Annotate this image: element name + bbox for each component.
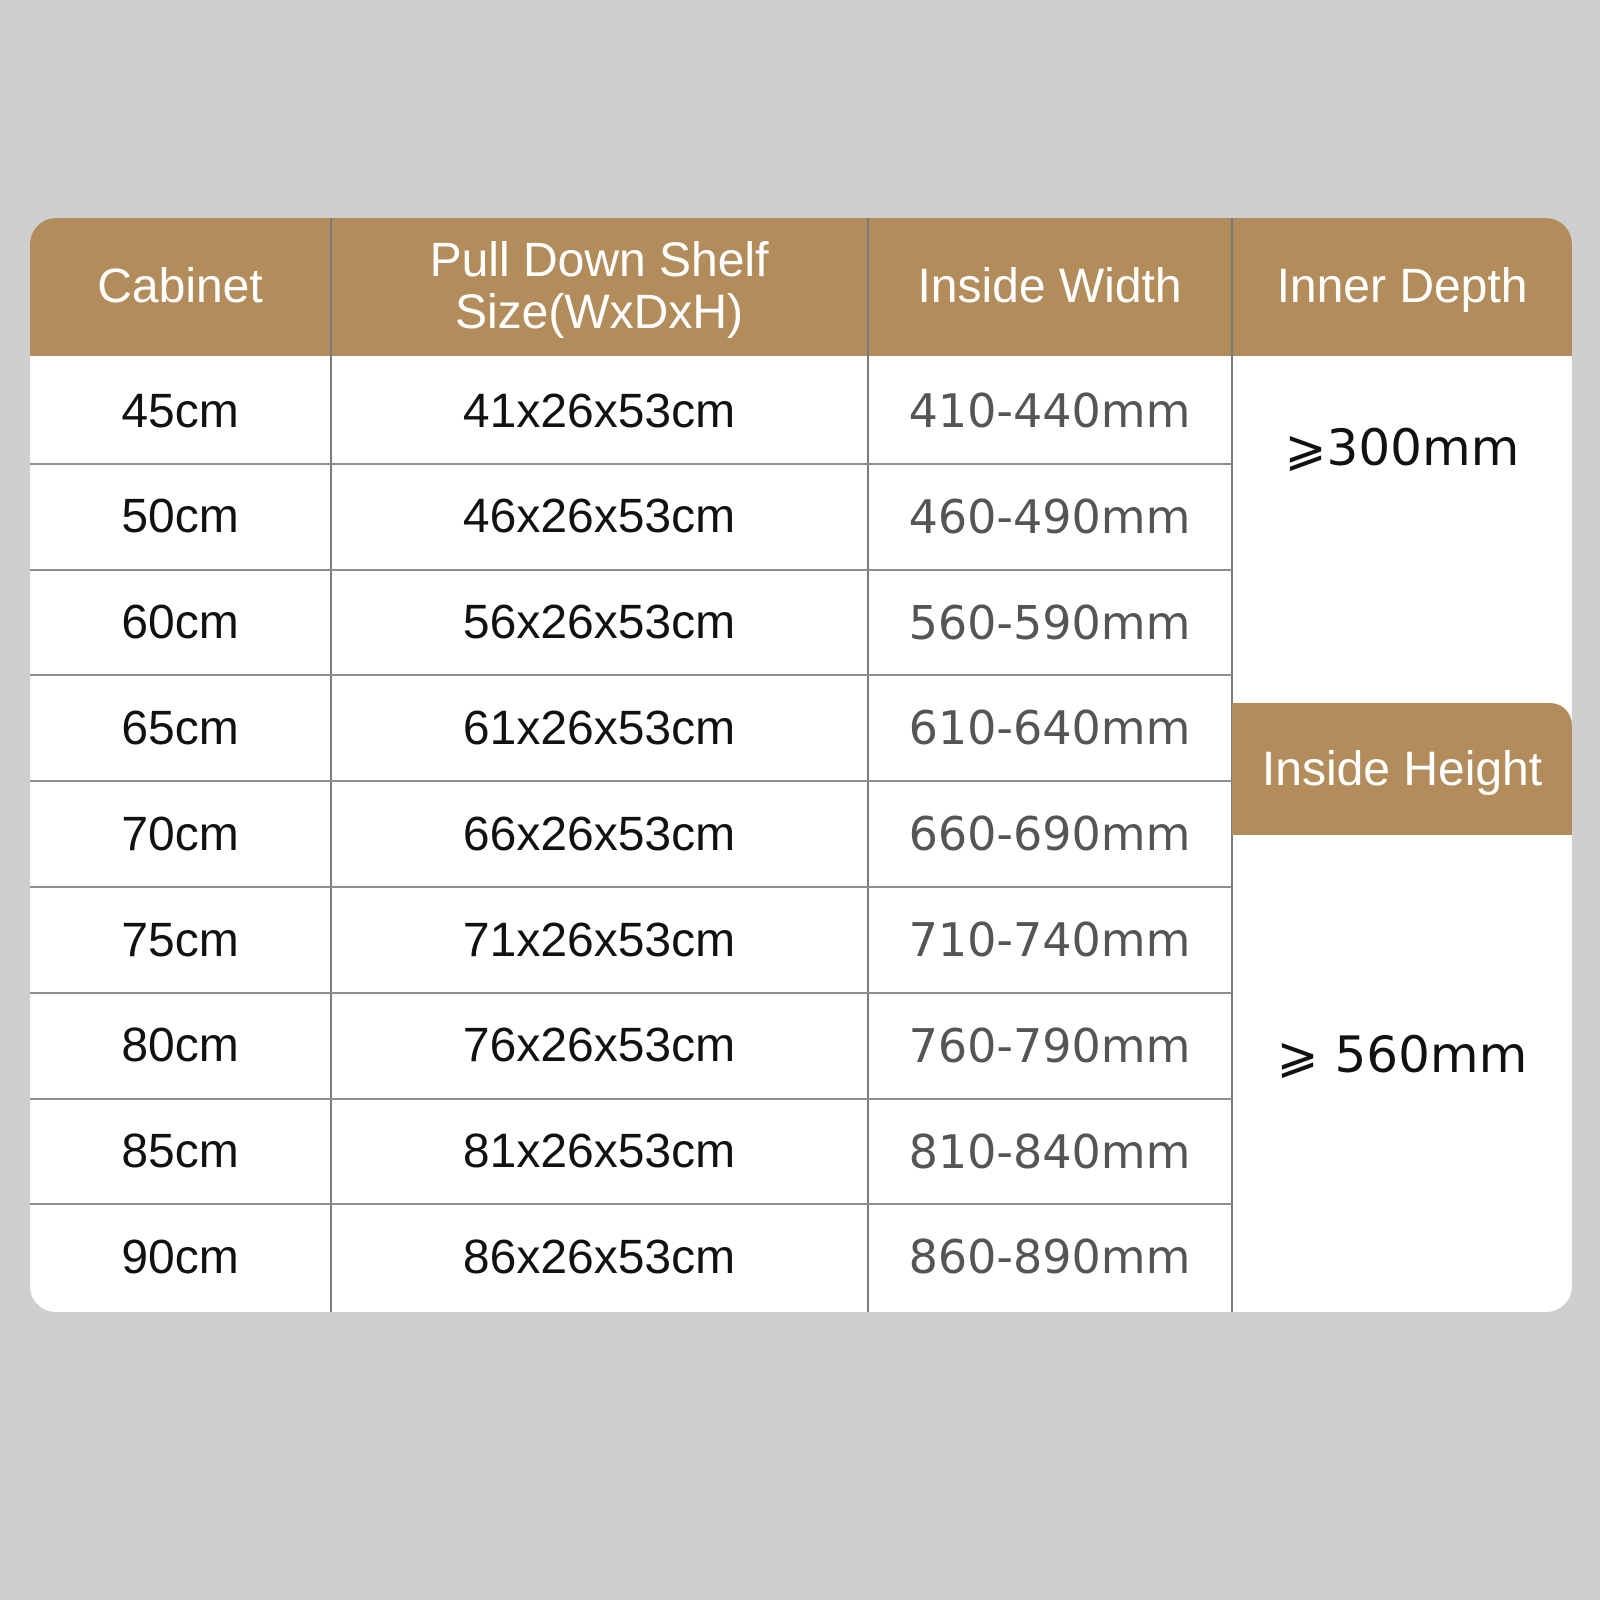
header-cabinet: Cabinet — [30, 218, 330, 356]
header-shelf-line1: Pull Down Shelf — [429, 234, 769, 287]
header-shelf-size — [331, 218, 867, 356]
cabinet-cell: 65cm — [121, 701, 239, 755]
inside-width-cell: 410-440mm — [908, 384, 1191, 438]
cabinet-cell: 45cm — [121, 384, 239, 438]
shelf-size-cell: 41x26x53cm — [462, 384, 736, 438]
inside-height-value: ⩾ 560mm — [1276, 1026, 1528, 1084]
cabinet-cell: 80cm — [121, 1019, 239, 1073]
cabinet-cell: 70cm — [121, 807, 239, 861]
cabinet-cell: 85cm — [121, 1125, 239, 1179]
inside-width-cell: 560-590mm — [908, 595, 1191, 650]
size-table — [30, 218, 1572, 1312]
inside-width-cell: 860-890mm — [908, 1230, 1191, 1285]
shelf-size-cell: 81x26x53cm — [462, 1125, 736, 1179]
shelf-size-cell: 71x26x53cm — [462, 913, 736, 967]
inside-width-cell: 610-640mm — [908, 701, 1191, 756]
cabinet-cell: 50cm — [121, 490, 239, 544]
inside-width-cell: 660-690mm — [908, 807, 1191, 862]
shelf-size-cell: 66x26x53cm — [462, 807, 736, 861]
inside-width-cell: 460-490mm — [908, 489, 1191, 544]
shelf-size-cell: 56x26x53cm — [462, 596, 736, 650]
cabinet-cell: 60cm — [121, 596, 239, 650]
cabinet-cell: 75cm — [121, 913, 239, 967]
inside-width-cell: 760-790mm — [908, 1018, 1191, 1073]
cabinet-cell: 90cm — [121, 1230, 239, 1284]
header-inner-depth: Inner Depth — [1232, 218, 1572, 356]
inside-width-cell: 710-740mm — [908, 913, 1191, 967]
shelf-size-cell: 61x26x53cm — [462, 701, 736, 755]
inner-depth-value: ⩾300mm — [1284, 419, 1520, 477]
header-inside-height: Inside Height — [1232, 703, 1572, 835]
header-inside-width: Inside Width — [868, 218, 1231, 356]
shelf-size-cell: 46x26x53cm — [462, 490, 736, 544]
shelf-size-cell: 76x26x53cm — [462, 1019, 736, 1073]
inside-width-cell: 810-840mm — [908, 1124, 1191, 1179]
shelf-size-cell: 86x26x53cm — [462, 1230, 736, 1284]
header-shelf-line2: Size(WxDxH) — [455, 286, 743, 339]
